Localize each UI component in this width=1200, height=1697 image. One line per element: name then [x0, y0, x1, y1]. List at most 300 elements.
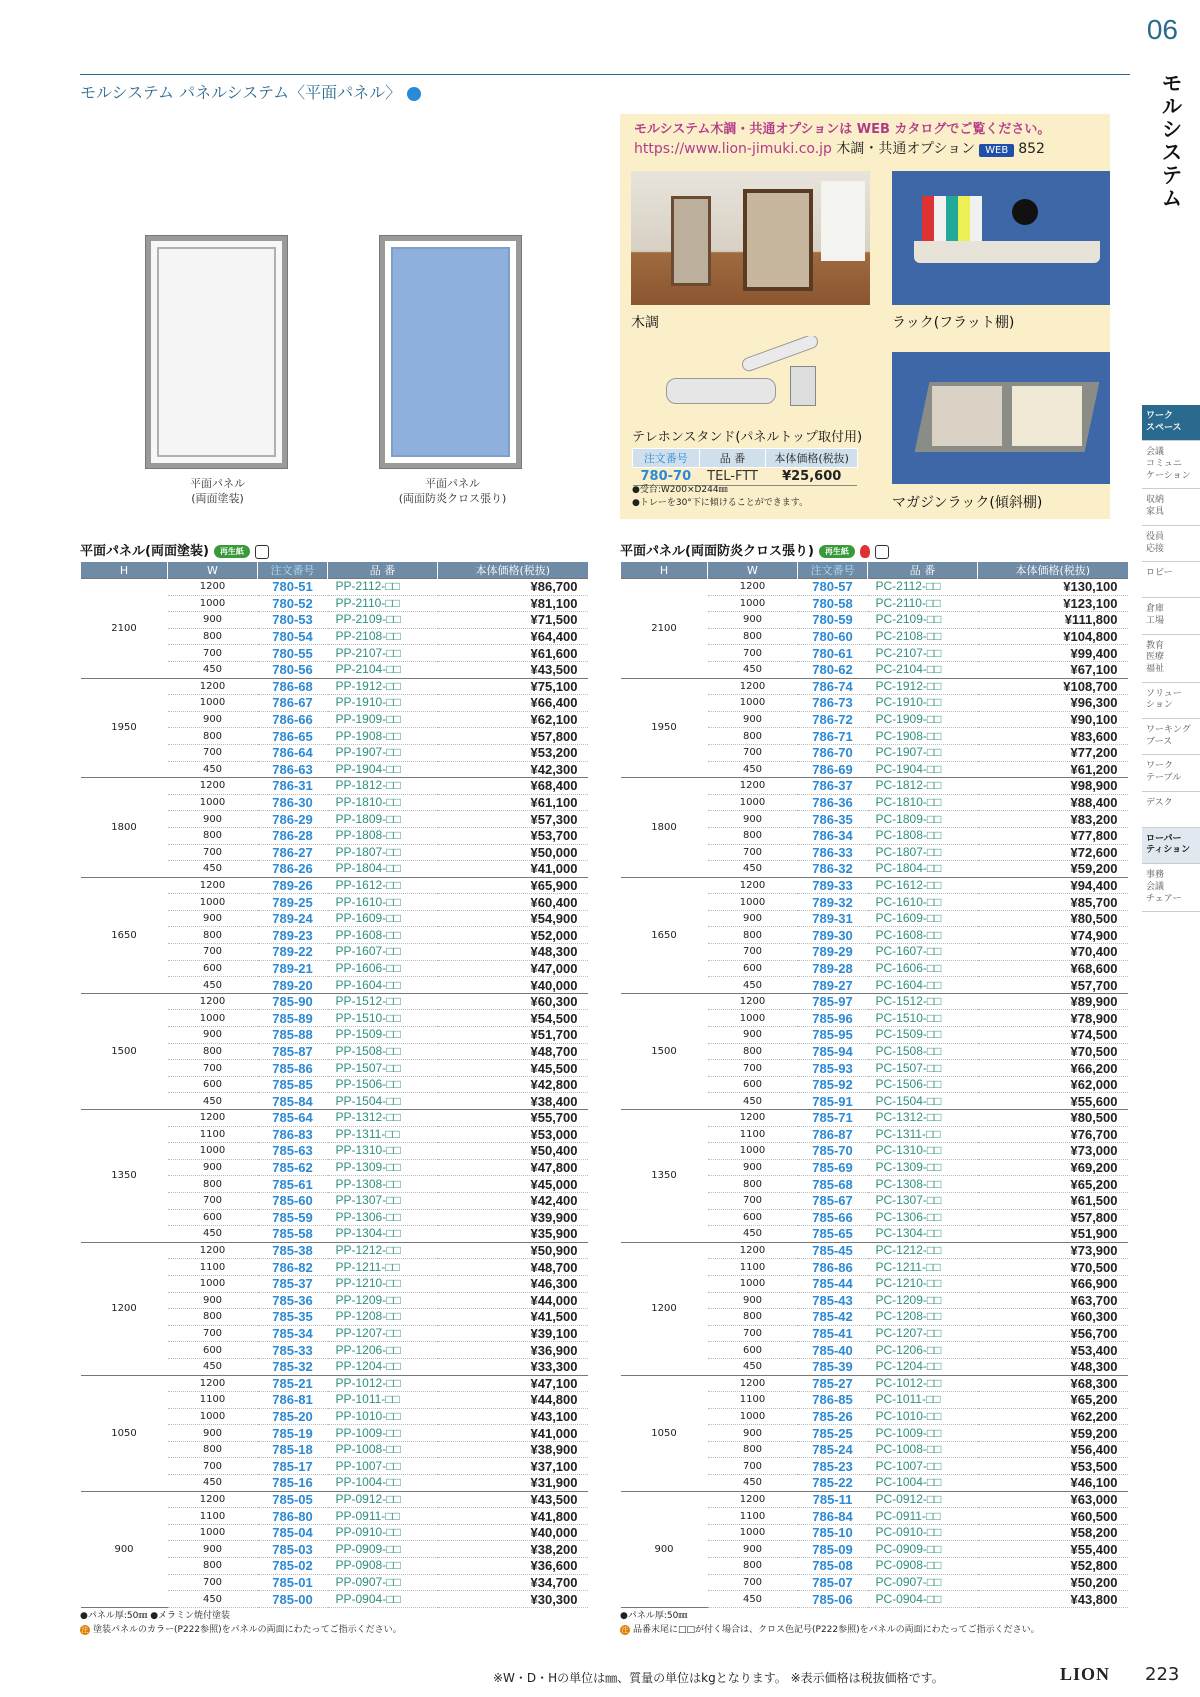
order-number-cell: 786-65 [258, 728, 328, 745]
price-cell: ¥60,300 [978, 1309, 1128, 1326]
order-number-cell: 786-26 [258, 861, 328, 878]
price-cell: ¥57,300 [438, 811, 588, 828]
width-cell: 1100 [168, 1392, 258, 1409]
price-cell: ¥52,800 [978, 1558, 1128, 1575]
table-row [621, 877, 1128, 894]
price-cell: ¥65,200 [978, 1392, 1128, 1409]
price-cell: ¥56,400 [978, 1441, 1128, 1458]
width-cell: 1200 [168, 1242, 258, 1259]
price-cell: ¥94,400 [978, 877, 1128, 894]
price-cell: ¥68,400 [438, 778, 588, 795]
sidebar-item[interactable]: 倉庫 工場 [1142, 598, 1200, 634]
price-cell: ¥61,100 [438, 794, 588, 811]
width-cell: 900 [168, 1541, 258, 1558]
order-number-cell: 786-87 [798, 1126, 868, 1143]
col-price: 本体価格(税抜) [978, 562, 1128, 579]
width-cell: 900 [168, 711, 258, 728]
width-cell: 800 [708, 1441, 798, 1458]
price-cell: ¥52,000 [438, 927, 588, 944]
width-cell: 700 [168, 944, 258, 961]
order-number-cell: 785-33 [258, 1342, 328, 1359]
order-number-cell: 789-32 [798, 894, 868, 911]
magazine-rack-photo [892, 352, 1110, 484]
order-number-cell: 789-27 [798, 977, 868, 994]
flame-retardant-icon [860, 545, 870, 558]
width-cell: 900 [708, 910, 798, 927]
catalog-url[interactable]: https://www.lion-jimuki.co.jp [634, 141, 832, 157]
sidebar-item[interactable]: ワーキング ブース [1142, 719, 1200, 755]
width-cell: 600 [708, 1342, 798, 1359]
price-cell: ¥63,700 [978, 1292, 1128, 1309]
price-cell: ¥43,500 [438, 661, 588, 678]
order-number-cell: 789-21 [258, 960, 328, 977]
width-cell: 1200 [708, 1110, 798, 1127]
width-cell: 700 [168, 645, 258, 662]
order-number-cell: 785-26 [798, 1408, 868, 1425]
sidebar-item[interactable]: ワーク テーブル [1142, 755, 1200, 791]
width-cell: 600 [708, 1076, 798, 1093]
width-cell: 1000 [168, 1408, 258, 1425]
width-cell: 1000 [708, 1524, 798, 1541]
order-number-cell: 785-92 [798, 1076, 868, 1093]
model-number-cell: PC-1210-□□ [868, 1275, 978, 1292]
width-cell: 900 [168, 1425, 258, 1442]
order-number-cell: 785-63 [258, 1143, 328, 1160]
price-cell: ¥66,200 [978, 1060, 1128, 1077]
price-cell: ¥50,900 [438, 1242, 588, 1259]
price-cell: ¥73,000 [978, 1143, 1128, 1160]
sidebar-item[interactable]: 事務 会議 チェアー [1142, 864, 1200, 912]
col-model-number: 品 番 [328, 562, 438, 579]
table-row [621, 1110, 1128, 1127]
price-cell: ¥70,400 [978, 944, 1128, 961]
price-cell: ¥41,500 [438, 1309, 588, 1326]
width-cell: 900 [708, 1027, 798, 1044]
col-h: H [81, 562, 168, 579]
model-number-cell: PP-1604-□□ [328, 977, 438, 994]
order-number-cell: 789-28 [798, 960, 868, 977]
model-number-cell: PC-0912-□□ [868, 1491, 978, 1508]
order-number-cell: 789-24 [258, 910, 328, 927]
model-number-cell: PP-1209-□□ [328, 1292, 438, 1309]
order-number-cell: 785-59 [258, 1209, 328, 1226]
model-number-cell: PP-1804-□□ [328, 861, 438, 878]
width-cell: 1100 [168, 1508, 258, 1525]
order-number-cell: 785-89 [258, 1010, 328, 1027]
price-cell: ¥51,900 [978, 1226, 1128, 1243]
order-number-cell: 785-34 [258, 1325, 328, 1342]
order-number-cell: 780-57 [798, 579, 868, 596]
cloth-section-title [620, 540, 889, 559]
table-row [81, 1375, 588, 1392]
width-cell: 1200 [168, 1375, 258, 1392]
order-number-cell: 789-22 [258, 944, 328, 961]
model-number-cell: PC-1008-□□ [868, 1441, 978, 1458]
order-number-cell: 786-81 [258, 1392, 328, 1409]
width-cell: 1100 [168, 1259, 258, 1276]
width-cell: 450 [168, 977, 258, 994]
order-number-cell: 785-41 [798, 1325, 868, 1342]
order-number-cell: 786-82 [258, 1259, 328, 1276]
width-cell: 900 [708, 1425, 798, 1442]
caption-line: 平面パネル [425, 477, 480, 490]
model-number-cell: PP-1212-□□ [328, 1242, 438, 1259]
width-cell: 450 [708, 861, 798, 878]
price-cell: ¥56,700 [978, 1325, 1128, 1342]
order-number-cell: 785-39 [798, 1358, 868, 1375]
price-cell: ¥42,800 [438, 1076, 588, 1093]
order-number-cell: 785-87 [258, 1043, 328, 1060]
width-cell: 700 [708, 744, 798, 761]
model-number-cell: PC-1010-□□ [868, 1408, 978, 1425]
width-cell: 800 [708, 1176, 798, 1193]
price-cell: ¥83,200 [978, 811, 1128, 828]
width-cell: 450 [708, 1591, 798, 1608]
price-cell: ¥96,300 [978, 695, 1128, 712]
order-number-cell: 785-03 [258, 1541, 328, 1558]
width-cell: 700 [708, 1325, 798, 1342]
sidebar-item[interactable]: ロビー [1142, 562, 1200, 598]
order-number-cell: 785-42 [798, 1309, 868, 1326]
order-number-cell: 785-40 [798, 1342, 868, 1359]
price-cell: ¥81,100 [438, 595, 588, 612]
price-cell: ¥33,300 [438, 1358, 588, 1375]
price-cell: ¥76,700 [978, 1126, 1128, 1143]
model-number-cell: PC-1209-□□ [868, 1292, 978, 1309]
order-number-cell: 789-33 [798, 877, 868, 894]
width-cell: 450 [708, 977, 798, 994]
price-cell: ¥85,700 [978, 894, 1128, 911]
order-number-cell: 780-54 [258, 628, 328, 645]
width-cell: 1000 [708, 1408, 798, 1425]
width-cell: 800 [708, 728, 798, 745]
model-number-cell: PC-0907-□□ [868, 1574, 978, 1591]
rack-books-shape [922, 196, 982, 241]
order-number-cell: 785-96 [798, 1010, 868, 1027]
model-number-cell: PC-1007-□□ [868, 1458, 978, 1475]
web-badge-icon [407, 87, 421, 101]
width-cell: 700 [168, 1325, 258, 1342]
sidebar-item[interactable]: 教育 医療 福祉 [1142, 635, 1200, 683]
order-number-cell: 785-17 [258, 1458, 328, 1475]
footer-note: ※W・D・Hの単位は㎜、質量の単位はkgとなります。 ※表示価格は税抜価格です。 [493, 1671, 944, 1685]
order-number-cell: 785-02 [258, 1558, 328, 1575]
order-number-cell: 785-93 [798, 1060, 868, 1077]
model-number-cell: PC-1207-□□ [868, 1325, 978, 1342]
caution-icon: 注 [81, 1625, 89, 1634]
sidebar-item[interactable]: 収納 家具 [1142, 489, 1200, 525]
wood-panel-shape [671, 196, 711, 286]
width-cell: 800 [708, 1043, 798, 1060]
table-row [81, 678, 588, 695]
order-number-cell: 786-69 [798, 761, 868, 778]
model-number-cell: PP-1206-□□ [328, 1342, 438, 1359]
price-cell: ¥60,400 [438, 894, 588, 911]
order-number-cell: 785-94 [798, 1043, 868, 1060]
order-number-cell: 785-25 [798, 1425, 868, 1442]
price-cell: ¥34,700 [438, 1574, 588, 1591]
price-cell: ¥39,900 [438, 1209, 588, 1226]
cloth-panel-figure [380, 236, 521, 468]
note-line: ●受台:W200×D244㎜ [632, 485, 728, 495]
order-number-cell: 785-19 [258, 1425, 328, 1442]
width-cell: 1100 [168, 1126, 258, 1143]
price-cell: ¥45,500 [438, 1060, 588, 1077]
model-number-cell: PC-1912-□□ [868, 678, 978, 695]
width-cell: 1200 [168, 1491, 258, 1508]
model-number-cell: PC-2110-□□ [868, 595, 978, 612]
model-number-cell: PP-1608-□□ [328, 927, 438, 944]
order-number-cell: 785-08 [798, 1558, 868, 1575]
width-cell: 800 [168, 628, 258, 645]
order-number-cell: 785-58 [258, 1226, 328, 1243]
caption-line: (両面防炎クロス張り) [398, 492, 507, 506]
sidebar-item[interactable]: ソリュー ション [1142, 683, 1200, 719]
order-number-cell: 786-37 [798, 778, 868, 795]
price-cell: ¥47,800 [438, 1159, 588, 1176]
sidebar-item[interactable]: 会議 コミュニ ケーション [1142, 441, 1200, 489]
price-cell: ¥54,500 [438, 1010, 588, 1027]
order-number-cell: 786-32 [798, 861, 868, 878]
window-shape [821, 181, 865, 261]
price-cell: ¥46,100 [978, 1475, 1128, 1492]
order-number-cell: 789-23 [258, 927, 328, 944]
order-number-cell: 786-68 [258, 678, 328, 695]
order-number-cell: 786-67 [258, 695, 328, 712]
section-title-text: 平面パネル(両面防炎クロス張り) [620, 544, 814, 559]
price-cell: ¥66,400 [438, 695, 588, 712]
model-number-cell: PP-1910-□□ [328, 695, 438, 712]
price-cell: ¥130,100 [978, 579, 1128, 596]
order-number-cell: 785-32 [258, 1358, 328, 1375]
width-cell: 900 [168, 612, 258, 629]
price-cell: ¥61,200 [978, 761, 1128, 778]
width-cell: 700 [708, 1192, 798, 1209]
order-number-cell: 785-70 [798, 1143, 868, 1160]
model-number-cell: PC-2109-□□ [868, 612, 978, 629]
price-cell: ¥61,600 [438, 645, 588, 662]
model-number-cell: PC-1212-□□ [868, 1242, 978, 1259]
sidebar-item[interactable]: ワーク スペース [1142, 405, 1200, 441]
order-number-cell: 786-63 [258, 761, 328, 778]
width-cell: 800 [168, 927, 258, 944]
model-number-cell: PC-1904-□□ [868, 761, 978, 778]
price-cell: ¥74,500 [978, 1027, 1128, 1044]
order-number-cell: 780-51 [258, 579, 328, 596]
options-label: 木調・共通オプション [836, 141, 976, 157]
price-cell: ¥70,500 [978, 1259, 1128, 1276]
width-cell: 700 [708, 844, 798, 861]
price-cell: ¥71,500 [438, 612, 588, 629]
col-model-number: 品 番 [699, 449, 766, 468]
model-number-cell: PC-1510-□□ [868, 1010, 978, 1027]
model-number-cell: PP-1912-□□ [328, 678, 438, 695]
order-number-cell: 785-38 [258, 1242, 328, 1259]
order-number-cell: 785-37 [258, 1275, 328, 1292]
width-cell: 800 [168, 1558, 258, 1575]
model-number-cell: PP-1207-□□ [328, 1325, 438, 1342]
price-cell: ¥31,900 [438, 1475, 588, 1492]
price-cell: ¥55,400 [978, 1541, 1128, 1558]
width-cell: 700 [168, 1060, 258, 1077]
model-number-cell: PP-1304-□□ [328, 1226, 438, 1243]
width-cell: 800 [168, 1441, 258, 1458]
recycled-paper-badge: 再生紙 [819, 545, 855, 558]
model-number-cell: PP-1311-□□ [328, 1126, 438, 1143]
model-number-cell: PC-1812-□□ [868, 778, 978, 795]
order-number-cell: 785-88 [258, 1027, 328, 1044]
price-cell: ¥41,000 [438, 1425, 588, 1442]
price-cell: ¥48,300 [978, 1358, 1128, 1375]
price-cell: ¥36,900 [438, 1342, 588, 1359]
price-cell: ¥73,900 [978, 1242, 1128, 1259]
model-number-cell: PC-1610-□□ [868, 894, 978, 911]
order-number-cell: 786-33 [798, 844, 868, 861]
model-number-cell: PP-2108-□□ [328, 628, 438, 645]
width-cell: 450 [708, 1475, 798, 1492]
width-cell: 1200 [708, 579, 798, 596]
price-cell: ¥30,300 [438, 1591, 588, 1608]
width-cell: 600 [708, 960, 798, 977]
price-cell: ¥50,000 [438, 844, 588, 861]
width-cell: 1200 [708, 1491, 798, 1508]
model-number-cell: PP-1306-□□ [328, 1209, 438, 1226]
width-cell: 900 [708, 811, 798, 828]
width-cell: 900 [708, 612, 798, 629]
note-text: 品番末尾に□□が付く場合は、クロス色記号(P222参照)をパネルの両面にわたってご指示ください。 [633, 1624, 1040, 1635]
model-number-cell: PP-1009-□□ [328, 1425, 438, 1442]
price-cell: ¥48,700 [438, 1043, 588, 1060]
price-cell: ¥60,500 [978, 1508, 1128, 1525]
order-number-cell: 786-86 [798, 1259, 868, 1276]
price-cell: ¥40,000 [438, 977, 588, 994]
price-cell: ¥75,100 [438, 678, 588, 695]
price-cell: ¥50,200 [978, 1574, 1128, 1591]
table-row [81, 993, 588, 1010]
model-number-cell: PP-1509-□□ [328, 1027, 438, 1044]
width-cell: 1000 [168, 1010, 258, 1027]
note-line: ●パネル厚:50㎜ [620, 1611, 688, 1621]
price-cell: ¥47,000 [438, 960, 588, 977]
price-cell: ¥66,900 [978, 1275, 1128, 1292]
model-number-cell: PP-1504-□□ [328, 1093, 438, 1110]
sidebar-item[interactable]: ローパー ティション [1142, 828, 1200, 864]
model-number-cell: PC-1506-□□ [868, 1076, 978, 1093]
model-number-cell: PC-1604-□□ [868, 977, 978, 994]
width-cell: 1200 [708, 1242, 798, 1259]
price-cell: ¥65,900 [438, 877, 588, 894]
order-number-cell: 789-30 [798, 927, 868, 944]
width-cell: 1100 [708, 1508, 798, 1525]
model-number-cell: PC-1607-□□ [868, 944, 978, 961]
order-number-cell: 780-58 [798, 595, 868, 612]
width-cell: 1000 [168, 1524, 258, 1541]
price-cell: ¥36,600 [438, 1558, 588, 1575]
price-cell: ¥53,000 [438, 1126, 588, 1143]
width-cell: 1000 [708, 595, 798, 612]
table-row [621, 778, 1128, 795]
order-number-cell: 785-86 [258, 1060, 328, 1077]
sidebar-item[interactable]: デスク [1142, 792, 1200, 828]
order-number-cell: 785-66 [798, 1209, 868, 1226]
width-cell: 600 [168, 1076, 258, 1093]
web-page-number: 852 [1018, 141, 1045, 157]
model-number-cell: PP-1810-□□ [328, 794, 438, 811]
price-cell: ¥63,000 [978, 1491, 1128, 1508]
order-number-cell: 785-71 [798, 1110, 868, 1127]
price-cell: ¥80,500 [978, 1110, 1128, 1127]
model-number-cell: PC-1309-□□ [868, 1159, 978, 1176]
order-number-cell: 785-20 [258, 1408, 328, 1425]
price-cell: ¥108,700 [978, 678, 1128, 695]
price-cell: ¥54,900 [438, 910, 588, 927]
side-navigation [1142, 405, 1200, 912]
order-number-cell: 786-85 [798, 1392, 868, 1409]
model-number-cell: PC-1810-□□ [868, 794, 978, 811]
model-number-cell: PP-1004-□□ [328, 1475, 438, 1492]
order-number-cell: 785-45 [798, 1242, 868, 1259]
table-row [81, 1242, 588, 1259]
width-cell: 700 [708, 944, 798, 961]
telephone-stand-table [632, 448, 858, 486]
price-cell: ¥59,200 [978, 861, 1128, 878]
width-cell: 1100 [708, 1259, 798, 1276]
model-number-cell: PC-1204-□□ [868, 1358, 978, 1375]
width-cell: 1000 [708, 1010, 798, 1027]
assembly-icon [875, 545, 889, 559]
price-cell: ¥35,900 [438, 1226, 588, 1243]
model-number-cell: PC-1308-□□ [868, 1176, 978, 1193]
model-number-cell: PP-1204-□□ [328, 1358, 438, 1375]
width-cell: 800 [708, 927, 798, 944]
model-number-cell: PP-1312-□□ [328, 1110, 438, 1127]
cloth-panel-price-table [620, 562, 1128, 1608]
width-cell: 1000 [168, 1143, 258, 1160]
order-number-cell: 785-09 [798, 1541, 868, 1558]
model-number-cell: PP-1507-□□ [328, 1060, 438, 1077]
order-number-cell: 785-84 [258, 1093, 328, 1110]
col-order-number: 注文番号 [798, 562, 868, 579]
model-number-cell: PP-1609-□□ [328, 910, 438, 927]
width-cell: 900 [708, 711, 798, 728]
order-number-cell: 785-60 [258, 1192, 328, 1209]
price-cell: ¥68,600 [978, 960, 1128, 977]
table-row [621, 579, 1128, 596]
model-number-cell: PC-1809-□□ [868, 811, 978, 828]
col-w: W [168, 562, 258, 579]
sidebar-item[interactable]: 役員 応接 [1142, 526, 1200, 562]
price-cell: ¥83,600 [978, 728, 1128, 745]
order-number-cell: 785-27 [798, 1375, 868, 1392]
order-number-cell: 786-71 [798, 728, 868, 745]
order-number-cell: 786-36 [798, 794, 868, 811]
model-number-cell: PP-1506-□□ [328, 1076, 438, 1093]
order-number-cell: 786-74 [798, 678, 868, 695]
model-number-cell: PC-0904-□□ [868, 1591, 978, 1608]
price-cell: ¥80,500 [978, 910, 1128, 927]
model-number-cell: PP-0907-□□ [328, 1574, 438, 1591]
telephone-notes [632, 484, 808, 509]
table-row [633, 468, 858, 486]
price-cell: ¥41,000 [438, 861, 588, 878]
height-cell: 1950 [81, 678, 168, 778]
height-cell: 2100 [621, 579, 708, 679]
width-cell: 700 [708, 1060, 798, 1077]
order-number-cell: 780-52 [258, 595, 328, 612]
order-number-cell: 786-66 [258, 711, 328, 728]
height-cell: 900 [621, 1491, 708, 1607]
model-number-cell: PP-1612-□□ [328, 877, 438, 894]
